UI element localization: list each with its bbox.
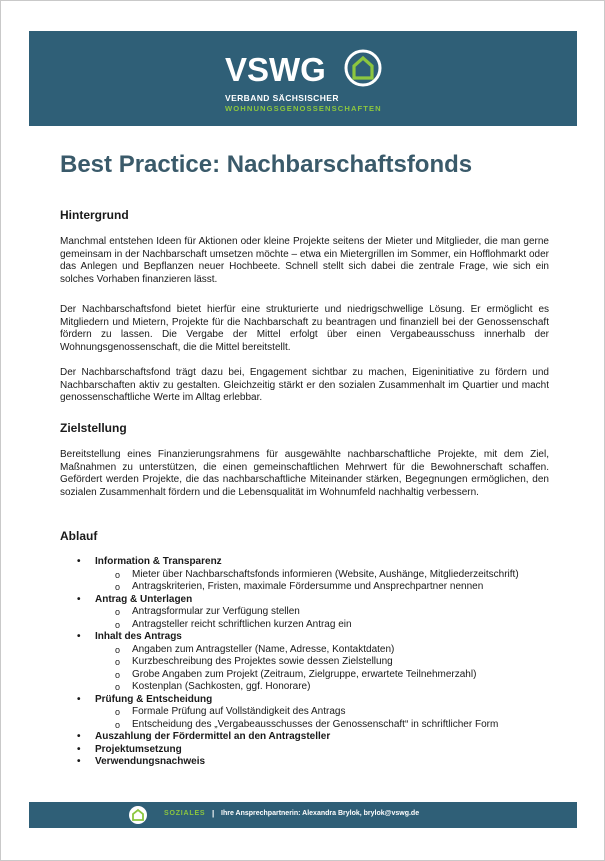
list-item: • Verwendungsnachweis xyxy=(77,756,206,767)
sub-list-item: o Mieter über Nachbarschaftsfonds informieren (Website, Aushänge, Mitgliederzeitschrift) xyxy=(115,568,519,580)
heading-ablauf: Ablauf xyxy=(60,529,98,543)
list-item: • Information & Transparenz xyxy=(77,556,222,567)
paragraph-hintergrund-2: Der Nachbarschaftsfond bietet hierfür eine strukturierte und niedrigschwellige Lösung. Er ermöglicht es Mitgliedern und Mietern, Projekte für die Nachbarschaft zu beantragen und finanziell bei der Genossenschaft fördern zu lassen. Die Vergabe der Mittel erfolgt über einen Vergabeausschuss innerhalb der Wohnungsgenossenschaft, die die Mittel bereitstellt. xyxy=(60,304,549,354)
footer-banner xyxy=(29,802,577,828)
heading-zielstellung: Zielstellung xyxy=(60,421,127,435)
list-item: • Inhalt des Antrags xyxy=(77,631,182,642)
vswg-logo xyxy=(225,48,395,112)
sub-list-item: o Entscheidung des „Vergabeausschusses der Genossenschaft“ in schriftlicher Form xyxy=(115,718,499,730)
heading-hintergrund: Hintergrund xyxy=(60,208,129,222)
sub-list-item: o Antragskriterien, Fristen, maximale Fördersumme und Ansprechpartner nennen xyxy=(115,581,484,592)
paragraph-zielstellung: Bereitstellung eines Finanzierungsrahmens für ausgewählte nachbarschaftliche Projekte, mit dem Ziel, Maßnahmen zu unterstützen, die einen gemeinschaftlichen Mehrwert für die Bewohnerschaft schaffen. Gefördert werden Projekte, die das nachbarschaftliche Miteinander stärken, Begegnungen ermöglichen, den sozialen Zusammenhalt fördern und die Lebensqualität im Wohnumfeld nachhaltig verbessern. xyxy=(60,449,549,499)
house-icon xyxy=(343,48,383,88)
list-item: • Antrag & Unterlagen xyxy=(77,593,193,605)
list-item: • Projektumsetzung xyxy=(77,743,182,755)
footer-contact: Ihre Ansprechpartnerin: Alexandra Brylok, brylok@vswg.de xyxy=(221,810,420,817)
sub-list-item: o Antragsformular zur Verfügung stellen xyxy=(115,606,300,617)
list-item: • Prüfung & Entscheidung xyxy=(77,693,213,705)
footer-category: SOZIALES xyxy=(164,810,206,817)
ablauf-list xyxy=(60,556,560,769)
header-banner xyxy=(29,31,577,126)
paragraph-hintergrund-1: Manchmal entstehen Ideen für Aktionen oder kleine Projekte seitens der Mieter und Mitglieder, die man gerne gemeinsam in der Nachbarschaft umsetzen möchte – etwa ein Mietergrillen im Sommer, ein Hofflohmarkt oder das Anlegen und Bepflanzen neuer Hochbeete. Schnell stellt sich dabei die zentrale Frage, wie sich ein solches Vorhaben finanzieren lässt. xyxy=(60,236,549,286)
sub-list-item: o Kostenplan (Sachkosten, ggf. Honorare) xyxy=(115,681,311,692)
logo-line-verband: VERBAND SÄCHSISCHER xyxy=(225,93,339,103)
sub-list-item: o Antragsteller reicht schriftlichen kurzen Antrag ein xyxy=(115,618,352,630)
page-title: Best Practice: Nachbarschaftsfonds xyxy=(60,151,473,178)
list-item: • Auszahlung der Fördermittel an den Antragsteller xyxy=(77,731,331,742)
logo-line-wohnungsgenossenschaften: WOHNUNGSGENOSSENSCHAFTEN xyxy=(225,104,382,113)
sub-list-item: o Angaben zum Antragsteller (Name, Adresse, Kontaktdaten) xyxy=(115,643,395,655)
paragraph-hintergrund-3: Der Nachbarschaftsfond trägt dazu bei, Engagement sichtbar zu machen, Eigeninitiative zu fördern und Nachbarschaften aktiv zu gestalten. Gleichzeitig stärkt er den sozialen Zusammenhalt im Quartier und macht genossenschaftliche Werte im Alltag erlebbar. xyxy=(60,367,549,404)
sub-list-item: o Formale Prüfung auf Vollständigkeit des Antrags xyxy=(115,706,346,717)
footer-separator: | xyxy=(212,809,215,818)
logo-wordmark: VSWG xyxy=(225,51,326,88)
sub-list-item: o Grobe Angaben zum Projekt (Zeitraum, Zielgruppe, erwartete Teilnehmerzahl) xyxy=(115,668,477,680)
sub-list-item: o Kurzbeschreibung des Projektes sowie dessen Zielstellung xyxy=(115,656,393,667)
house-icon xyxy=(128,805,148,825)
